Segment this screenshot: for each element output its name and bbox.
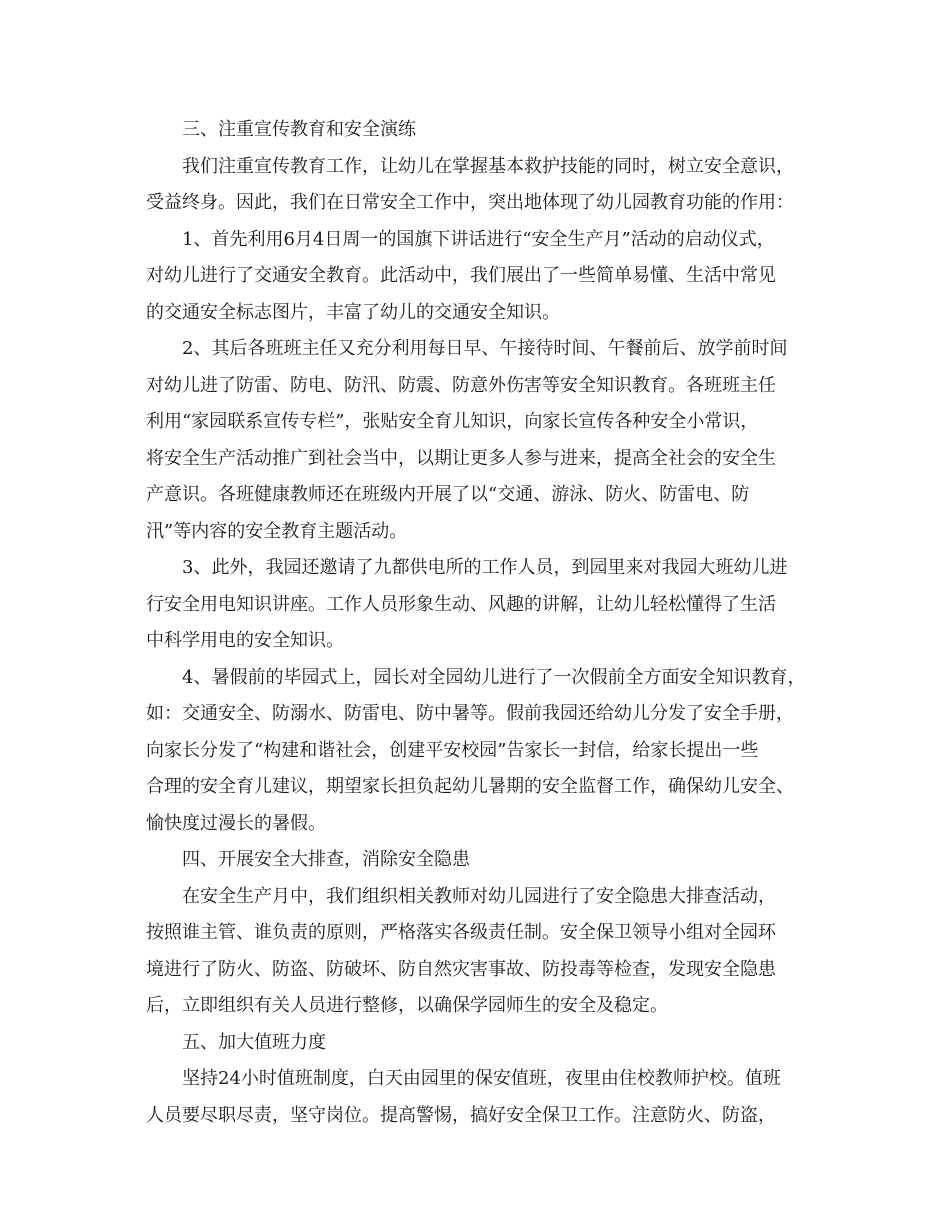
paragraph-line: 利用“家园联系宣传专栏”，张贴安全育儿知识，向家长宣传各种安全小常识， — [146, 411, 759, 432]
paragraph-line: 按照谁主管、谁负责的原则，严格落实各级责任制。安全保卫领导小组对全园环 — [146, 922, 776, 943]
paragraph-line: 2、其后各班班主任又充分利用每日早、午接待时间、午餐前后、放学前时间 — [182, 338, 788, 359]
paragraph-line: 我们注重宣传教育工作，让幼儿在掌握基本救护技能的同时，树立安全意识， — [182, 155, 794, 177]
paragraph-line: 将安全生产活动推广到社会当中，以期让更多人参与进来，提高全社会的安全生 — [146, 447, 776, 469]
paragraph-line: 向家长分发了“构建和谐社会，创建平安校园”告家长一封信，给家长提出一些 — [146, 739, 759, 761]
paragraph-line: 1、首先利用6月4日周一的国旗下讲话进行“安全生产月”活动的启动仪式， — [182, 228, 775, 250]
paragraph-line: 的交通安全标志图片，丰富了幼儿的交通安全知识。 — [146, 301, 560, 323]
paragraph-line: 境进行了防火、防盗、防破坏、防自然灾害事故、防投毒等检查，发现安全隐患 — [146, 958, 776, 980]
section-heading: 三、注重宣传教育和安全演练 — [182, 119, 416, 140]
paragraph-line: 如：交通安全、防溺水、防雷电、防中暑等。假前我园还给幼儿分发了安全手册， — [146, 703, 794, 724]
paragraph-line: 中科学用电的安全知识。 — [146, 630, 344, 651]
paragraph-line: 合理的安全育儿建议，期望家长担负起幼儿暑期的安全监督工作，确保幼儿安全、 — [146, 776, 794, 797]
paragraph-line: 对幼儿进了防雷、防电、防汛、防震、防意外伤害等安全知识教育。各班班主任 — [146, 374, 776, 396]
paragraph-line: 4、暑假前的毕园式上，园长对全园幼儿进行了一次假前全方面安全知识教育， — [182, 666, 806, 688]
section-heading: 四、开展安全大排查，消除安全隐患 — [182, 849, 470, 870]
paragraph-line: 受益终身。因此，我们在日常安全工作中，突出地体现了幼儿园教育功能的作用： — [146, 192, 794, 213]
paragraph-line: 对幼儿进行了交通安全教育。此活动中，我们展出了一些简单易懂、生活中常见 — [146, 265, 776, 286]
document-body — [146, 112, 816, 1134]
paragraph-line: 行安全用电知识讲座。工作人员形象生动、风趣的讲解，让幼儿轻松懂得了生活 — [146, 593, 776, 615]
paragraph-line: 汛”等内容的安全教育主题活动。 — [146, 520, 408, 542]
paragraph-line: 人员要尽职尽责，坚守岗位。提高警惕，搞好安全保卫工作。注意防火、防盗， — [146, 1104, 776, 1126]
section-heading: 五、加大值班力度 — [182, 1031, 326, 1053]
paragraph-line: 坚持24小时值班制度，白天由园里的保安值班，夜里由住校教师护校。值班 — [182, 1068, 781, 1089]
paragraph-line: 后，立即组织有关人员进行整修，以确保学园师生的安全及稳定。 — [146, 995, 668, 1016]
paragraph-line: 产意识。各班健康教师还在班级内开展了以“交通、游泳、防火、防雷电、防 — [146, 484, 750, 505]
paragraph-line: 在安全生产月中，我们组织相关教师对幼儿园进行了安全隐患大排查活动， — [182, 885, 776, 907]
paragraph-line: 愉快度过漫长的暑假。 — [146, 812, 326, 834]
paragraph-line: 3、此外，我园还邀请了九都供电所的工作人员，到园里来对我园大班幼儿进 — [182, 557, 788, 578]
